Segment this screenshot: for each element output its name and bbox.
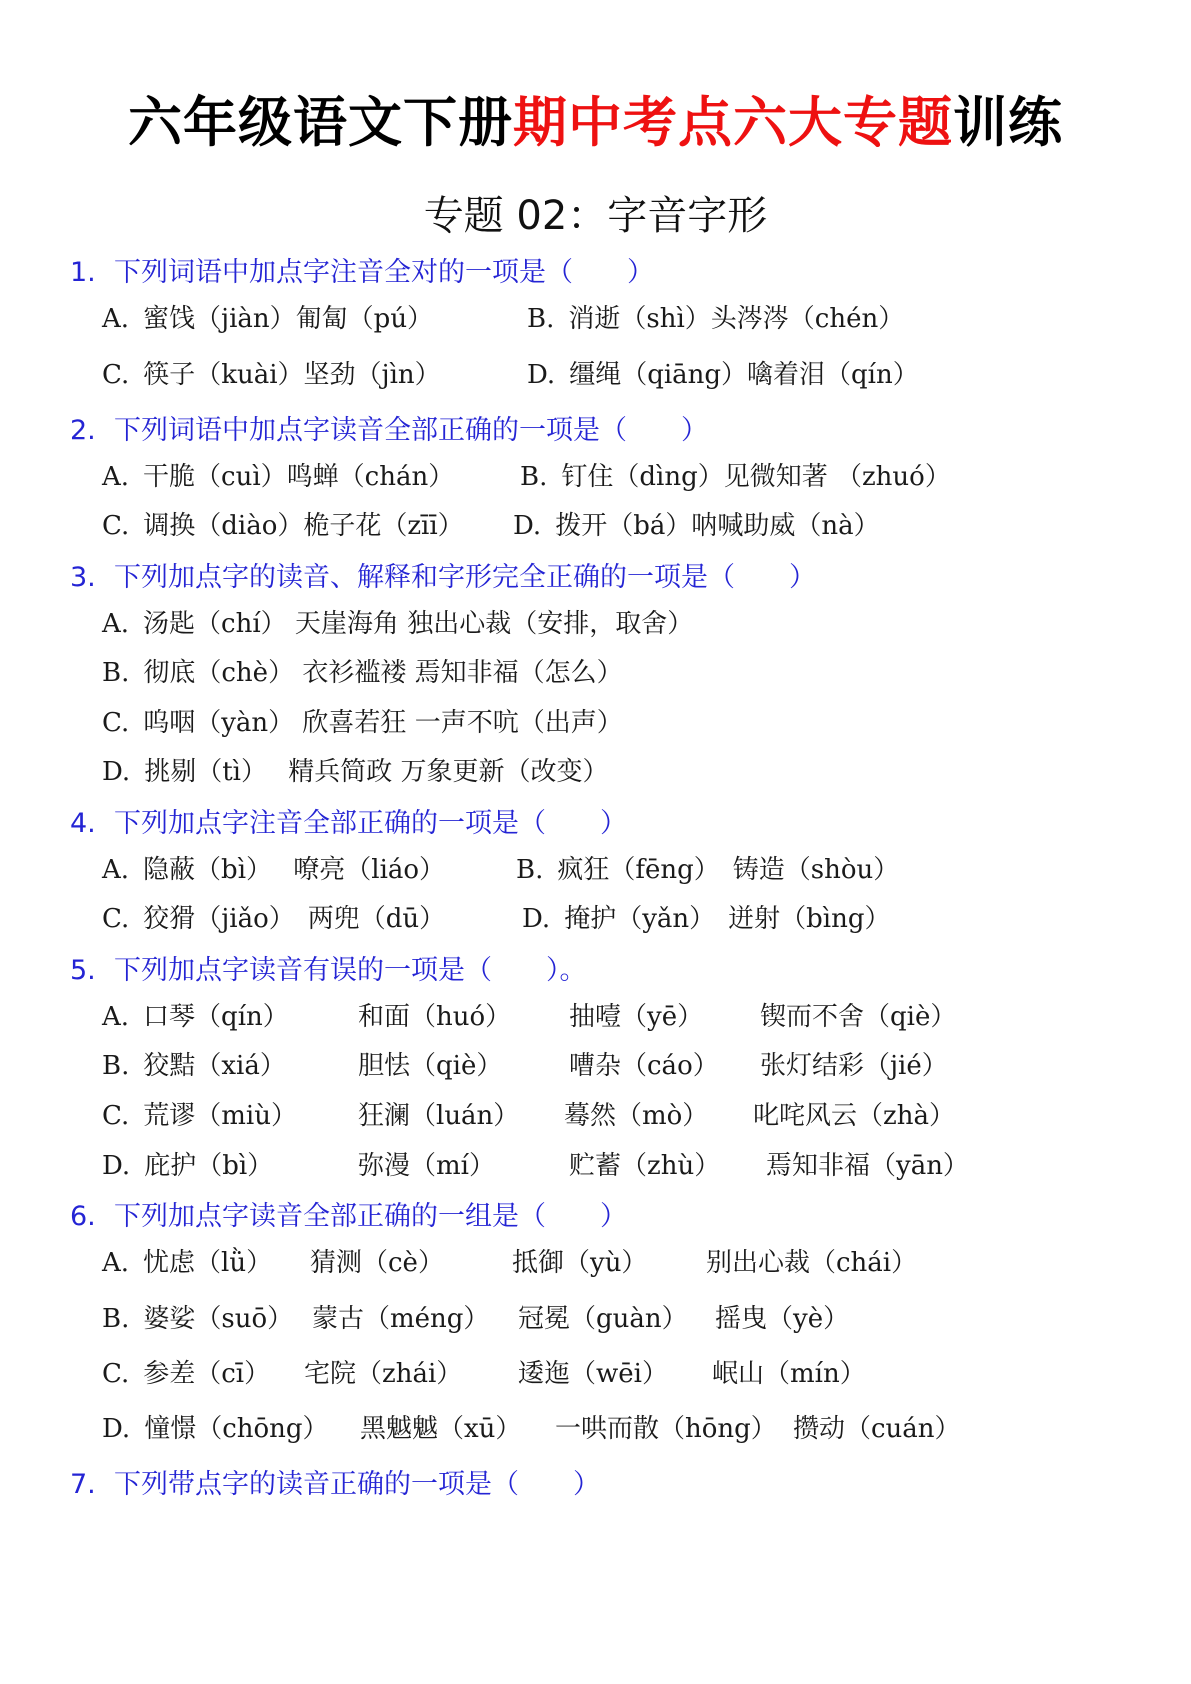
option-text: 挑剔（tì） 精兵简政 万象更新（改变）	[144, 757, 609, 787]
option-letter-cell	[102, 1298, 293, 1335]
option-item: 狂澜（luán）	[358, 1101, 520, 1131]
option-letter: C.	[102, 1359, 130, 1389]
option-item: 焉知非福（yān）	[766, 1151, 969, 1181]
option-letter: C.	[102, 1101, 130, 1131]
option-item: 蒙古（méng）	[312, 1304, 490, 1334]
option-letter-cell	[102, 1095, 297, 1132]
option-letter: D.	[102, 1151, 131, 1181]
option-3c	[102, 702, 623, 739]
option-item: 逶迤（wēi）	[518, 1359, 668, 1389]
option-item: 黑魆魆（xū）	[360, 1414, 522, 1444]
option-item: 别出心裁（chái）	[706, 1248, 918, 1278]
option-2d	[513, 505, 880, 542]
question-3	[70, 555, 816, 594]
option-letter: C.	[102, 511, 130, 541]
option-item: 弥漫（mí）	[358, 1151, 495, 1181]
option-4a	[102, 849, 445, 886]
option-text: 拨开（bá）呐喊助威（nà）	[555, 511, 880, 541]
option-letter: B.	[527, 304, 555, 334]
question-7	[70, 1462, 600, 1501]
option-letter: B.	[102, 1051, 130, 1081]
question-stem: 下列加点字注音全部正确的一项是（ ）	[114, 808, 627, 839]
option-text: 隐蔽（bì） 嘹亮（liáo）	[143, 855, 446, 885]
option-letter-cell	[102, 1242, 272, 1279]
option-letter: B.	[516, 855, 544, 885]
option-4c	[102, 898, 445, 935]
option-text: 呜咽（yàn） 欣喜若狂 一声不吭（出声）	[143, 708, 623, 738]
question-number: 7.	[70, 1469, 96, 1500]
option-letter: B.	[102, 658, 130, 688]
question-5	[70, 948, 587, 987]
option-2a	[102, 456, 454, 493]
question-1	[70, 250, 654, 289]
option-letter: A.	[102, 462, 130, 492]
option-item: 蓦然（mò）	[564, 1101, 709, 1131]
question-number: 5.	[70, 955, 96, 986]
option-3a	[102, 603, 693, 640]
option-letter: A.	[102, 1002, 130, 1032]
option-2b	[520, 456, 951, 493]
option-item: 猜测（cè）	[310, 1248, 444, 1278]
option-item: 张灯结彩（jié）	[760, 1051, 948, 1081]
option-text: 汤匙（chí） 天崖海角 独出心裁（安排，取舍）	[143, 609, 694, 639]
option-letter: B.	[520, 462, 548, 492]
option-item: 抽噎（yē）	[569, 1002, 704, 1032]
option-4d	[522, 898, 890, 935]
option-letter: A.	[102, 609, 130, 639]
option-letter: D.	[102, 757, 131, 787]
option-letter: B.	[102, 1304, 130, 1334]
option-letter: C.	[102, 904, 130, 934]
question-stem: 下列带点字的读音正确的一项是（ ）	[114, 1469, 600, 1500]
option-item: 憧憬（chōng）	[144, 1414, 329, 1444]
option-item: 和面（huó）	[358, 1002, 512, 1032]
option-letter: C.	[102, 360, 130, 390]
option-letter-cell	[102, 1145, 273, 1182]
option-item: 狡黠（xiá）	[143, 1051, 286, 1081]
question-stem: 下列词语中加点字注音全对的一项是（ ）	[114, 257, 654, 288]
option-text: 疯狂（fēng） 铸造（shòu）	[557, 855, 900, 885]
option-letter: A.	[102, 1248, 130, 1278]
option-letter: D.	[522, 904, 551, 934]
option-text: 彻底（chè） 衣衫褴褛 焉知非福（怎么）	[143, 658, 623, 688]
option-letter-cell	[102, 1408, 329, 1445]
question-number: 3.	[70, 562, 96, 593]
title-part-black: 六年级语文下册	[128, 91, 513, 154]
question-stem: 下列词语中加点字读音全部正确的一项是（ ）	[114, 415, 708, 446]
page-subtitle: 专题 02：字音字形	[423, 193, 768, 239]
option-letter-cell	[102, 996, 289, 1033]
page-title	[0, 80, 1191, 157]
option-item: 荒谬（miù）	[143, 1101, 297, 1131]
option-letter: D.	[527, 360, 556, 390]
option-1c	[102, 354, 441, 391]
option-item: 贮蓄（zhù）	[569, 1151, 721, 1181]
option-item: 锲而不舍（qiè）	[760, 1002, 957, 1032]
question-number: 6.	[70, 1201, 96, 1232]
option-4b	[516, 849, 899, 886]
option-text: 干脆（cuì）鸣蝉（chán）	[143, 462, 455, 492]
option-item: 庇护（bì）	[144, 1151, 274, 1181]
option-text: 缰绳（qiāng）噙着泪（qín）	[569, 360, 919, 390]
option-letter: D.	[513, 511, 542, 541]
question-4	[70, 801, 627, 840]
option-letter: A.	[102, 304, 130, 334]
title-part-red: 期中考点六大专题	[513, 91, 953, 154]
option-item: 一哄而散（hōng）	[555, 1414, 777, 1444]
option-item: 嘈杂（cáo）	[569, 1051, 719, 1081]
option-text: 消逝（shì）头涔涔（chén）	[568, 304, 905, 334]
option-letter-cell	[102, 1045, 286, 1082]
option-text: 掩护（yǎn） 迸射（bìng）	[564, 904, 891, 934]
question-stem: 下列加点字读音有误的一项是（ ）。	[114, 955, 587, 986]
question-2	[70, 408, 708, 447]
option-1a	[102, 298, 433, 335]
option-item: 摇曳（yè）	[715, 1304, 850, 1334]
option-text: 调换（diào）桅子花（zīī）	[143, 511, 464, 541]
question-number: 1.	[70, 257, 96, 288]
option-item: 婆娑（suō）	[143, 1304, 294, 1334]
option-item: 攒动（cuán）	[793, 1414, 961, 1444]
option-item: 抵御（yù）	[512, 1248, 648, 1278]
option-item: 岷山（mín）	[712, 1359, 866, 1389]
option-letter-cell	[102, 1353, 270, 1390]
question-stem: 下列加点字读音全部正确的一组是（ ）	[114, 1201, 627, 1232]
title-part-black-end: 训练	[953, 91, 1063, 154]
option-text: 蜜饯（jiàn）匍匐（pú）	[143, 304, 434, 334]
option-item: 冠冕（guàn）	[518, 1304, 688, 1334]
question-stem: 下列加点字的读音、解释和字形完全正确的一项是（ ）	[114, 562, 816, 593]
option-text: 筷子（kuài）坚劲（jìn）	[143, 360, 441, 390]
option-1b	[527, 298, 904, 335]
option-text: 钉住（dìng）见微知著 （zhuó）	[561, 462, 951, 492]
question-number: 4.	[70, 808, 96, 839]
option-item: 忧虑（lǜ）	[143, 1248, 273, 1278]
question-number: 2.	[70, 415, 96, 446]
option-2c	[102, 505, 464, 542]
option-letter: D.	[102, 1414, 131, 1444]
option-item: 宅院（zhái）	[304, 1359, 463, 1389]
question-6	[70, 1194, 627, 1233]
option-1d	[527, 354, 919, 391]
option-text: 狡猾（jiǎo） 两兜（dū）	[143, 904, 446, 934]
option-item: 参差（cī）	[143, 1359, 271, 1389]
option-letter: C.	[102, 708, 130, 738]
option-3d	[102, 751, 608, 788]
option-letter: A.	[102, 855, 130, 885]
option-item: 口琴（qín）	[143, 1002, 289, 1032]
option-item: 叱咤风云（zhà）	[753, 1101, 955, 1131]
option-item: 胆怯（qiè）	[358, 1051, 503, 1081]
option-3b	[102, 652, 623, 689]
